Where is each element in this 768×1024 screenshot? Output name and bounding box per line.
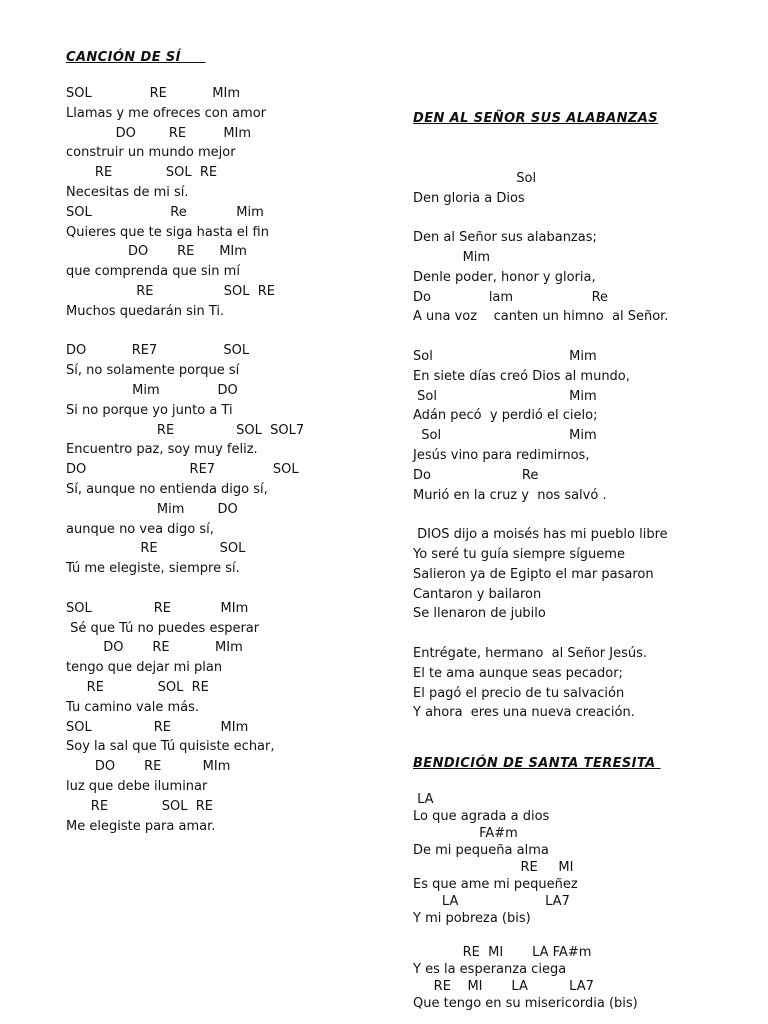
song-line: RE MI LA LA7: [413, 979, 594, 994]
song-line: Se llenaron de jubilo: [413, 606, 546, 622]
song-line: Lo que agrada a dios: [413, 809, 550, 824]
song-line: De mi pequeña alma: [413, 843, 549, 858]
song-line: Sí, aunque no entienda digo sí,: [66, 482, 268, 497]
song-line: Mim: [413, 250, 491, 265]
song-line: SOL Re Mim: [66, 204, 264, 220]
song-line: Que tengo en su misericordia (bis): [413, 996, 638, 1011]
song-line: RE SOL: [66, 541, 246, 557]
song-line: DO RE MIm: [66, 244, 247, 260]
song-line: que comprenda que sin mí: [66, 264, 240, 280]
song-line: Sol: [413, 170, 537, 186]
song-line: Necesitas de mi sí.: [66, 185, 189, 200]
song-line: Adán pecó y perdió el cielo;: [413, 408, 598, 424]
song-line: luz que debe iluminar: [66, 779, 208, 794]
song-line: Sol Mim: [413, 349, 597, 364]
song-line: FA#m: [413, 826, 518, 841]
song-line: Y mi pobreza (bis): [413, 911, 531, 926]
song-line: Muchos quedarán sin Ti.: [66, 303, 225, 319]
song-line: aunque no vea digo sí,: [66, 521, 214, 537]
song-line: Do Re: [413, 467, 539, 483]
song-title-cancion-de-si: CANCIÓN DE SÍ: [66, 50, 206, 65]
song-line: Cantaron y bailaron: [413, 586, 542, 602]
song-line: Do lam Re: [413, 289, 609, 305]
song-line: El pagó el precio de tu salvación: [413, 685, 625, 701]
song-line: Sé que Tú no puedes esperar: [66, 620, 260, 636]
song-line: DO RE7 SOL: [66, 343, 250, 359]
song-line: Llamas y me ofreces con amor: [66, 105, 267, 121]
song-line: SOL RE MIm: [66, 600, 249, 616]
song-line: Quieres que te siga hasta el fin: [66, 224, 269, 240]
song-line: RE SOL RE: [66, 680, 209, 695]
song-line: Y es la esperanza ciega: [413, 962, 567, 977]
song-line: RE SOL SOL7: [66, 422, 305, 438]
song-line: Soy la sal que Tú quisiste echar,: [66, 739, 275, 755]
song-line: Den al Señor sus alabanzas;: [413, 230, 597, 246]
song-line: RE SOL RE: [66, 165, 218, 181]
song-line: Sol Mim: [413, 428, 597, 444]
song-line: El te ama aunque seas pecador;: [413, 665, 623, 681]
song-title-den-al-senor: DEN AL SEÑOR SUS ALABANZAS: [413, 111, 658, 126]
song-line: RE MI LA FA#m: [413, 945, 592, 960]
song-line: A una voz canten un himno al Señor.: [413, 309, 669, 325]
song-line: SOL RE MIm: [66, 86, 240, 101]
song-line: Y ahora eres una nueva creación.: [413, 705, 635, 721]
song-line: Es que ame mi pequeñez: [413, 877, 578, 892]
song-line: Sol Mim: [413, 388, 597, 404]
song-line: DO RE MIm: [66, 640, 243, 656]
song-line: DIOS dijo a moisés has mi pueblo libre: [413, 527, 668, 543]
song-line: LA: [413, 792, 434, 807]
song-line: Murió en la cruz y nos salvó .: [413, 487, 607, 503]
song-line: Denle poder, honor y gloria,: [413, 269, 596, 285]
song-line: DO RE7 SOL: [66, 462, 299, 478]
song-line: LA LA7: [413, 894, 570, 909]
song-line: tengo que dejar mi plan: [66, 660, 223, 676]
song-line: En siete días creó Dios al mundo,: [413, 368, 630, 384]
song-line: Tu camino vale más.: [66, 699, 199, 715]
song-line: Si no porque yo junto a Ti: [66, 402, 233, 418]
song-line: Yo seré tu guía siempre sígueme: [413, 547, 625, 562]
song-line: Jesús vino para redimirnos,: [413, 448, 590, 463]
song-line: RE SOL RE: [66, 798, 213, 814]
song-line: Salieron ya de Egipto el mar pasaron: [413, 566, 654, 582]
song-line: Den gloria a Dios: [413, 190, 525, 206]
song-line: DO RE MIm: [66, 125, 252, 141]
song-title-bendicion-santa-teresita: BENDICIÓN DE SANTA TERESITA: [413, 756, 661, 771]
song-line: DO RE MIm: [66, 759, 231, 775]
song-line: Me elegiste para amar.: [66, 818, 216, 834]
song-line: construir un mundo mejor: [66, 145, 236, 161]
song-line: Sí, no solamente porque sí: [66, 363, 240, 379]
song-line: Entrégate, hermano al Señor Jesús.: [413, 646, 648, 661]
song-line: SOL RE MIm: [66, 719, 249, 735]
song-line: Encuentro paz, soy muy feliz.: [66, 442, 258, 458]
song-line: RE SOL RE: [66, 284, 275, 299]
song-line: Mim DO: [66, 383, 238, 398]
song-line: Mim DO: [66, 501, 238, 517]
song-line: Tú me elegiste, siempre sí.: [66, 561, 240, 577]
song-line: RE MI: [413, 860, 574, 875]
